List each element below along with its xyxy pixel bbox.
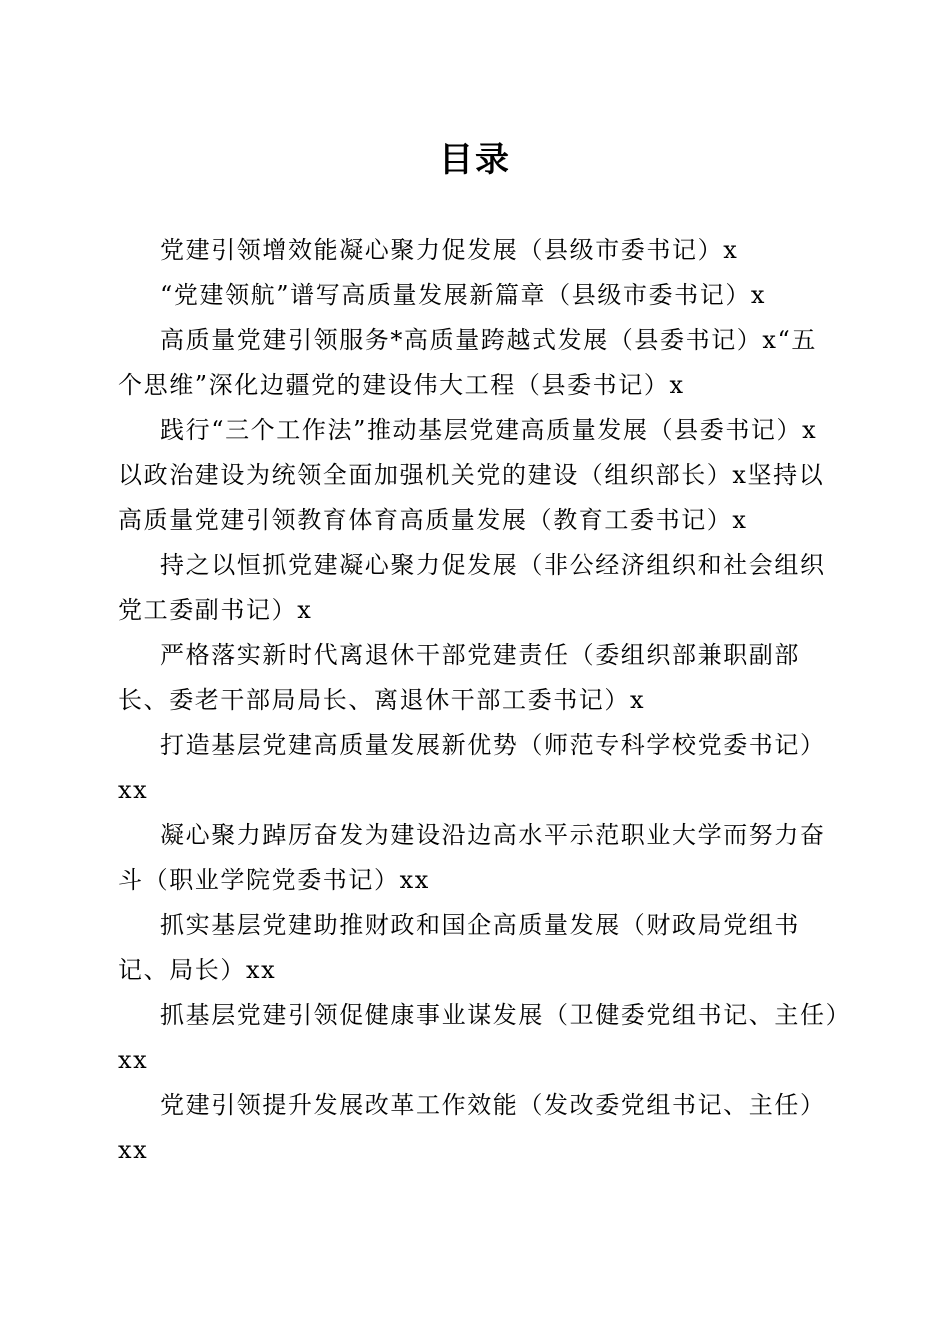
page-title: 目录 (439, 140, 511, 180)
toc-entry: 严格落实新时代离退休干部党建责任（委组织部兼职副部长、委老干部局局长、离退休干部工委书记）x (118, 641, 800, 714)
toc-entry: 持之以恒抓党建凝心聚力促发展（非公经济组织和社会组织党工委副书记）x (118, 551, 826, 624)
table-of-contents (118, 228, 840, 1173)
toc-entry: “党建领航”谱写高质量发展新篇章（县级市委书记）x (160, 281, 767, 309)
toc-entry: 打造基层党建高质量发展新优势（师范专科学校党委书记）xx (118, 731, 826, 804)
toc-entry: 抓基层党建引领促健康事业谋发展（卫健委党组书记、主任）xx (118, 1001, 840, 1074)
toc-entry: 践行“三个工作法”推动基层党建高质量发展（县委书记）x以政治建设为统领全面加强机关党的建设（组织部长）x坚持以高质量党建引领教育体育高质量发展（教育工委书记）x (118, 416, 825, 534)
toc-entry: 党建引领提升发展改革工作效能（发改委党组书记、主任）xx (118, 1091, 826, 1164)
toc-entry: 凝心聚力踔厉奋发为建设沿边高水平示范职业大学而努力奋斗（职业学院党委书记）xx (118, 821, 826, 894)
toc-entry: 党建引领增效能凝心聚力促发展（县级市委书记）x (160, 236, 739, 264)
toc-entry: 抓实基层党建助推财政和国企高质量发展（财政局党组书记、局长）xx (118, 911, 800, 984)
toc-entry: 高质量党建引领服务*高质量跨越式发展（县委书记）x“五个思维”深化边疆党的建设伟大工程（县委书记）x (118, 326, 818, 399)
